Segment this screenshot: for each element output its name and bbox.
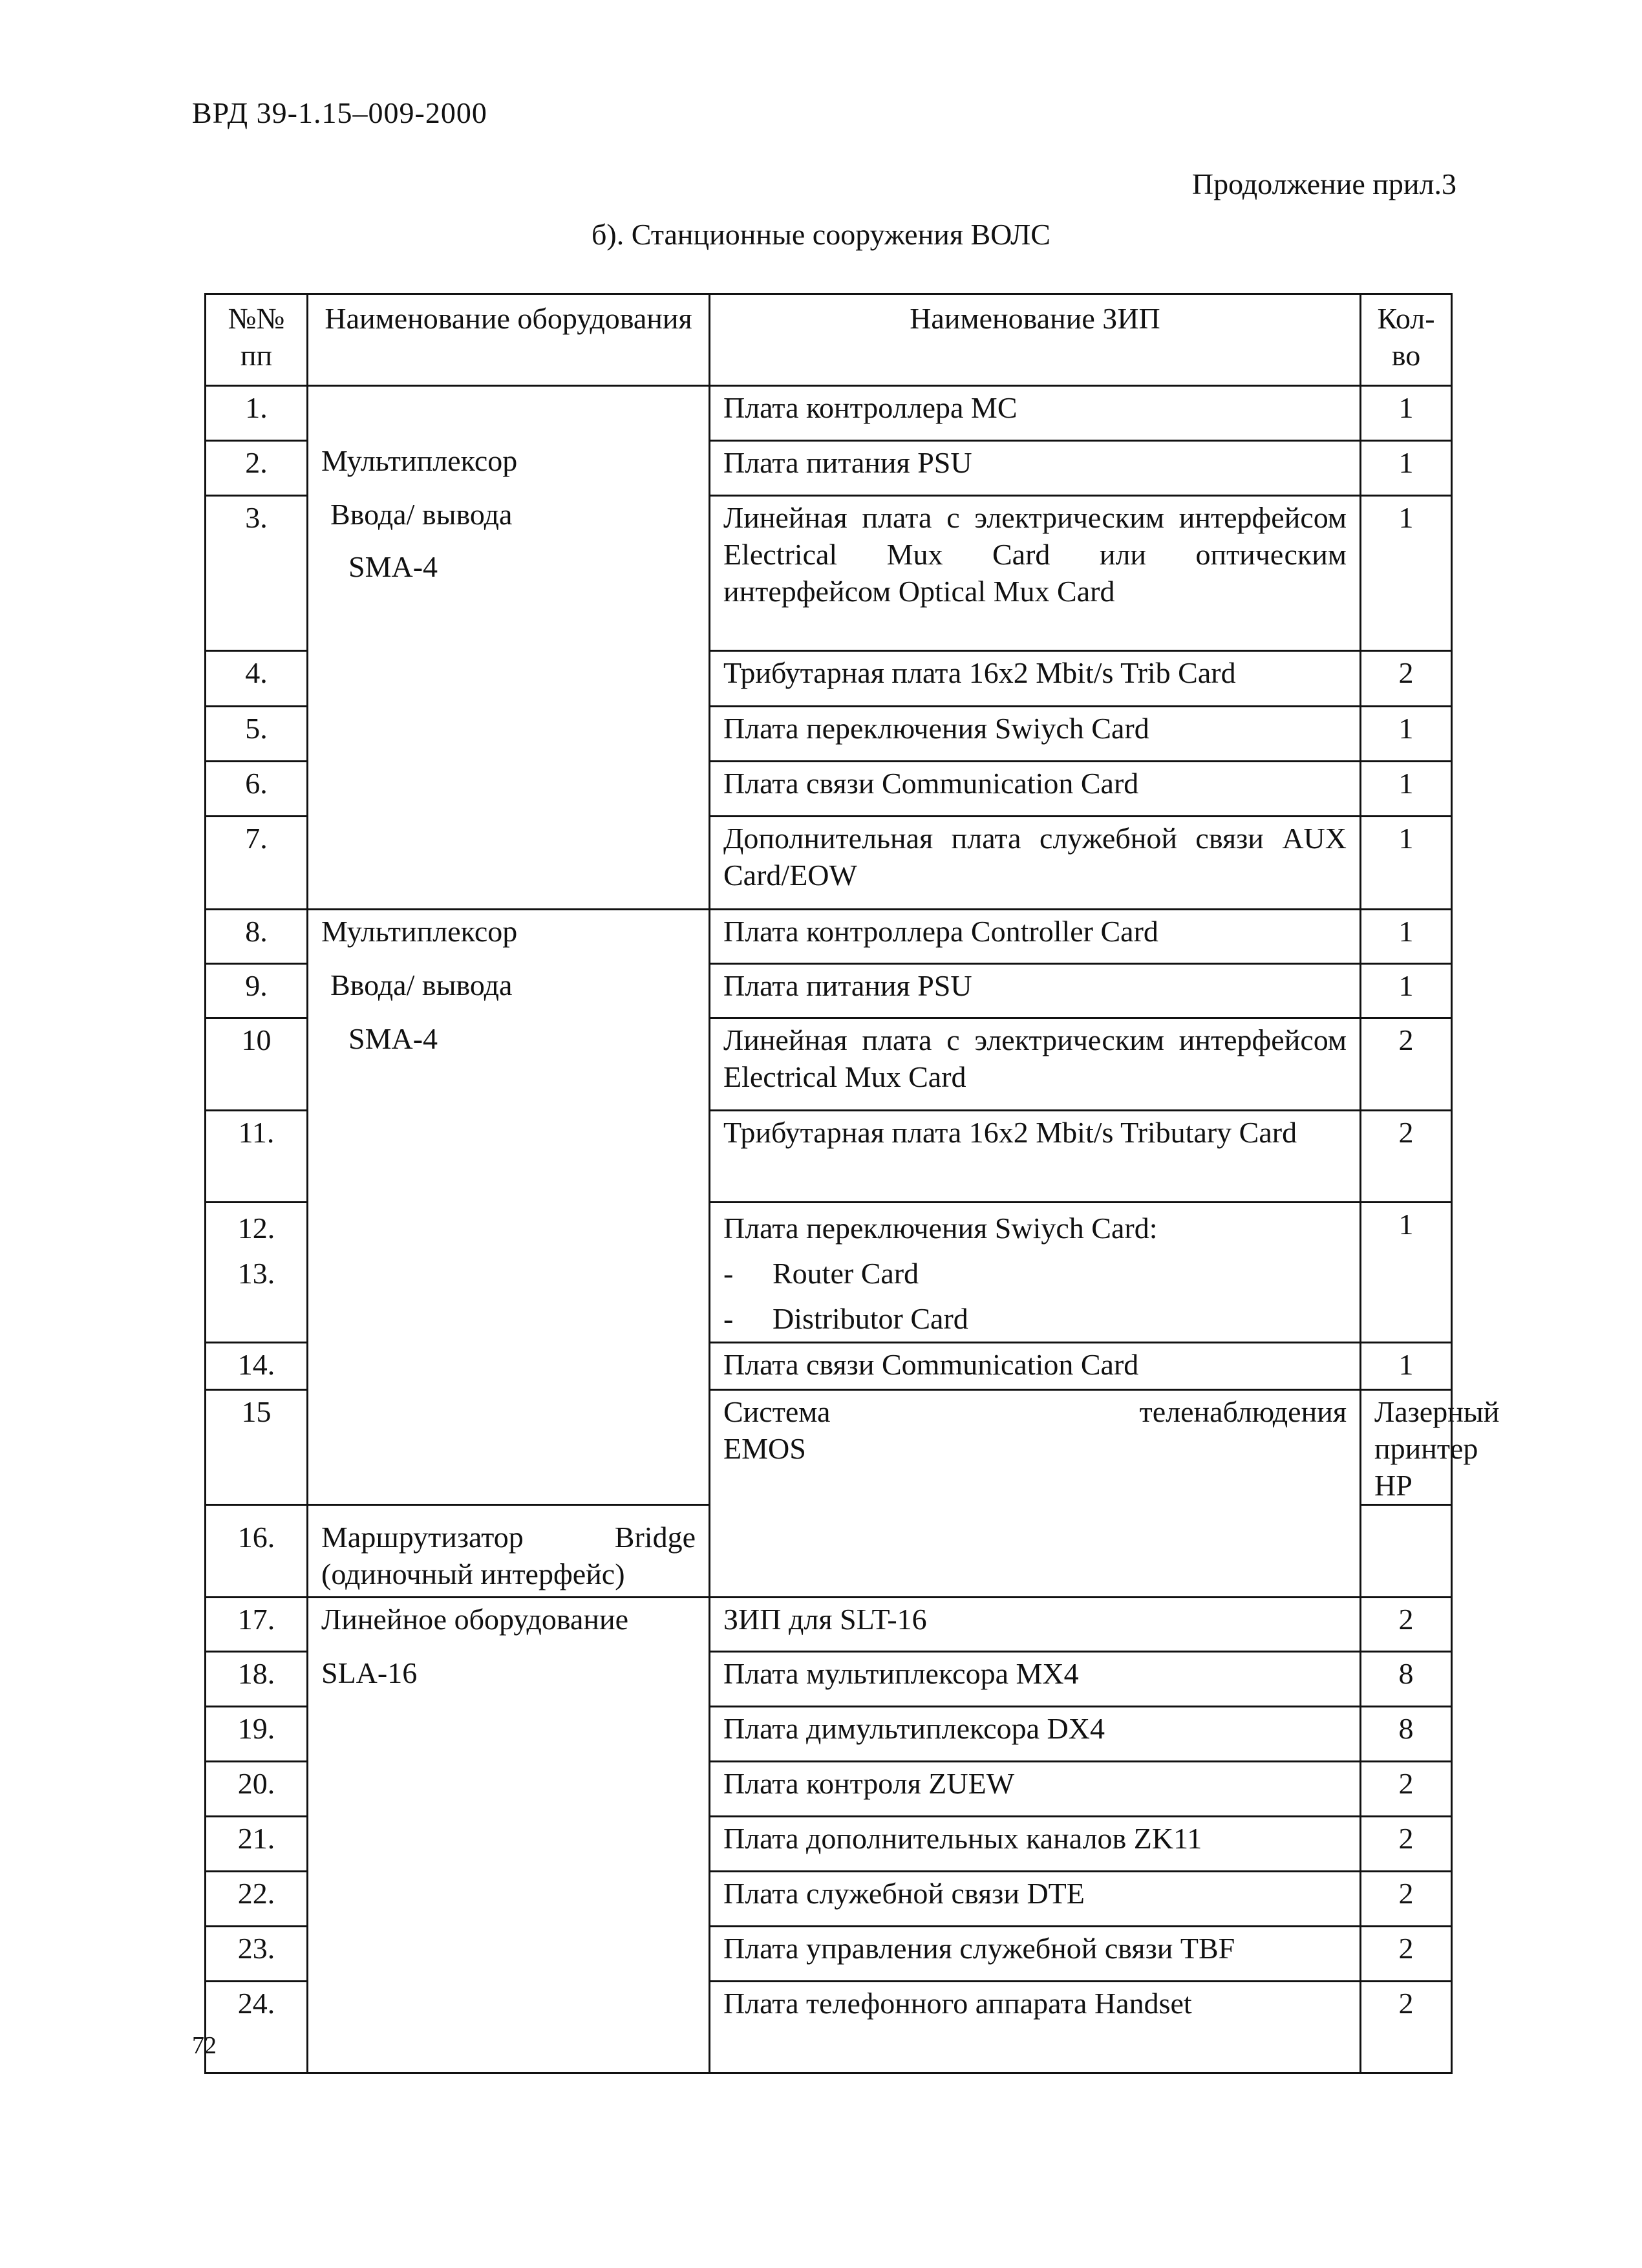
header-num: №№ пп bbox=[206, 294, 308, 386]
header-equipment: Наименование оборудования bbox=[308, 294, 710, 386]
zip-name: Линейная плата с электрическим интерфейсом Electrical Mux Card bbox=[710, 1018, 1361, 1111]
quantity: 2 bbox=[1361, 1598, 1452, 1652]
zip-name: Плата управления служебной связи TBF bbox=[710, 1927, 1361, 1982]
zip-line: Плата переключения Swiych Card: bbox=[723, 1212, 1158, 1245]
zip-name: Плата питания PSU bbox=[710, 964, 1361, 1018]
row-number: 24. bbox=[206, 1982, 308, 2073]
quantity: 1 bbox=[1361, 441, 1452, 496]
row-number: 21. bbox=[206, 1817, 308, 1872]
zip-name: Плата димультиплексора DX4 bbox=[710, 1707, 1361, 1762]
table-header-row bbox=[206, 294, 1452, 386]
zip-name: Плата контроллера МС bbox=[710, 386, 1361, 441]
zip-name: Плата контроллера Controller Card bbox=[710, 910, 1361, 964]
row-number: 3. bbox=[206, 496, 308, 651]
equipment-line: EMOS bbox=[723, 1432, 806, 1465]
table-row bbox=[206, 1598, 1452, 1652]
equipment-line: Ввода/ вывода bbox=[330, 968, 513, 1001]
quantity: 8 bbox=[1361, 1707, 1452, 1762]
row-number: 4. bbox=[206, 651, 308, 707]
equipment-line: Мультиплексор bbox=[321, 444, 518, 477]
quantity: 2 bbox=[1361, 1872, 1452, 1927]
row-number: 17. bbox=[206, 1598, 308, 1652]
section-title: б). Станционные сооружения ВОЛС bbox=[592, 218, 1050, 251]
quantity: 1 bbox=[1361, 1203, 1452, 1343]
row-number: 10 bbox=[206, 1018, 308, 1111]
equipment-cell bbox=[308, 386, 710, 910]
row-number: 7. bbox=[206, 817, 308, 910]
row-number: 1. bbox=[206, 386, 308, 441]
zip-name bbox=[710, 1203, 1361, 1343]
quantity: 8 bbox=[1361, 1652, 1452, 1707]
equipment-line: SMA-4 bbox=[348, 550, 438, 583]
quantity: 1 bbox=[1361, 762, 1452, 817]
quantity: 1 bbox=[1361, 817, 1452, 910]
equipment-line: Ввода/ вывода bbox=[330, 498, 513, 531]
quantity: 1 bbox=[1361, 964, 1452, 1018]
spare-parts-table bbox=[204, 293, 1500, 2074]
equipment-line: SMA-4 bbox=[348, 1022, 438, 1055]
zip-sub-item: - Distributor Card bbox=[723, 1302, 968, 1335]
row-number: 14. bbox=[206, 1343, 308, 1390]
equipment-line: Система теленаблюдения bbox=[723, 1395, 1347, 1428]
quantity bbox=[1361, 1505, 1452, 1598]
zip-name: Трибутарная плата 16x2 Mbit/s Tributary Card bbox=[710, 1111, 1361, 1203]
zip-name: Плата дополнительных каналов ZK11 bbox=[710, 1817, 1361, 1872]
zip-name: Маршрутизатор Bridge (одиночный интерфейс) bbox=[308, 1505, 710, 1598]
zip-name: ЗИП для SLT-16 bbox=[710, 1598, 1361, 1652]
page-number: 72 bbox=[192, 2032, 217, 2059]
document-code: ВРД 39-1.15–009-2000 bbox=[192, 96, 487, 129]
quantity: 2 bbox=[1361, 1111, 1452, 1203]
table-row bbox=[206, 910, 1452, 964]
row-number: 18. bbox=[206, 1652, 308, 1707]
equipment-cell bbox=[308, 910, 710, 1505]
zip-name: Плата связи Communication Card bbox=[710, 762, 1361, 817]
row-number-line: 13. bbox=[237, 1257, 275, 1290]
continuation-label: Продолжение прил.3 bbox=[1191, 167, 1456, 200]
equipment-cell bbox=[308, 1598, 710, 2073]
row-number: 19. bbox=[206, 1707, 308, 1762]
equipment-line: Мультиплексор bbox=[321, 915, 518, 948]
zip-name: Плата переключения Swiych Card bbox=[710, 707, 1361, 762]
zip-name: Лазерный принтер HP bbox=[1361, 1390, 1452, 1505]
equipment-line: Линейное оборудование bbox=[321, 1603, 629, 1636]
quantity: 2 bbox=[1361, 1817, 1452, 1872]
row-number: 20. bbox=[206, 1762, 308, 1817]
zip-name: Плата мультиплексора МХ4 bbox=[710, 1652, 1361, 1707]
zip-name: Плата питания PSU bbox=[710, 441, 1361, 496]
zip-name: Плата служебной связи DTE bbox=[710, 1872, 1361, 1927]
row-number: 22. bbox=[206, 1872, 308, 1927]
row-number: 2. bbox=[206, 441, 308, 496]
quantity: 2 bbox=[1361, 1982, 1452, 2073]
header-zip: Наименование ЗИП bbox=[710, 294, 1361, 386]
quantity: 1 bbox=[1361, 707, 1452, 762]
zip-name: Линейная плата с электрическим интерфейсом Electrical Mux Card или оптическим интерфейсом Optical Mux Card bbox=[710, 496, 1361, 651]
row-number: 16. bbox=[206, 1505, 308, 1598]
zip-name: Плата связи Communication Card bbox=[710, 1343, 1361, 1390]
equipment-line: SLA-16 bbox=[321, 1656, 418, 1689]
quantity: 1 bbox=[1361, 1343, 1452, 1390]
quantity: 2 bbox=[1361, 1762, 1452, 1817]
row-number: 6. bbox=[206, 762, 308, 817]
zip-name: Трибутарная плата 16x2 Mbit/s Trib Card bbox=[710, 651, 1361, 707]
row-number: 11. bbox=[206, 1111, 308, 1203]
row-number bbox=[206, 1203, 308, 1343]
row-number: 23. bbox=[206, 1927, 308, 1982]
zip-name: Дополнительная плата служебной связи AUX Card/EOW bbox=[710, 817, 1361, 910]
row-number: 5. bbox=[206, 707, 308, 762]
quantity: 1 bbox=[1361, 386, 1452, 441]
zip-sub-item: - Router Card bbox=[723, 1257, 919, 1290]
quantity: 1 bbox=[1361, 910, 1452, 964]
quantity: 2 bbox=[1361, 651, 1452, 707]
row-number: 9. bbox=[206, 964, 308, 1018]
row-number: 15 bbox=[206, 1390, 308, 1505]
quantity: 2 bbox=[1361, 1018, 1452, 1111]
zip-name: Плата контроля ZUEW bbox=[710, 1762, 1361, 1817]
header-qty: Кол-во bbox=[1361, 294, 1452, 386]
quantity: 2 bbox=[1361, 1927, 1452, 1982]
table-row bbox=[206, 386, 1452, 441]
equipment-cell bbox=[710, 1390, 1361, 1598]
row-number-line: 12. bbox=[237, 1212, 275, 1245]
zip-name: Плата телефонного аппарата Handset bbox=[710, 1982, 1361, 2073]
row-number: 8. bbox=[206, 910, 308, 964]
quantity: 1 bbox=[1361, 496, 1452, 651]
